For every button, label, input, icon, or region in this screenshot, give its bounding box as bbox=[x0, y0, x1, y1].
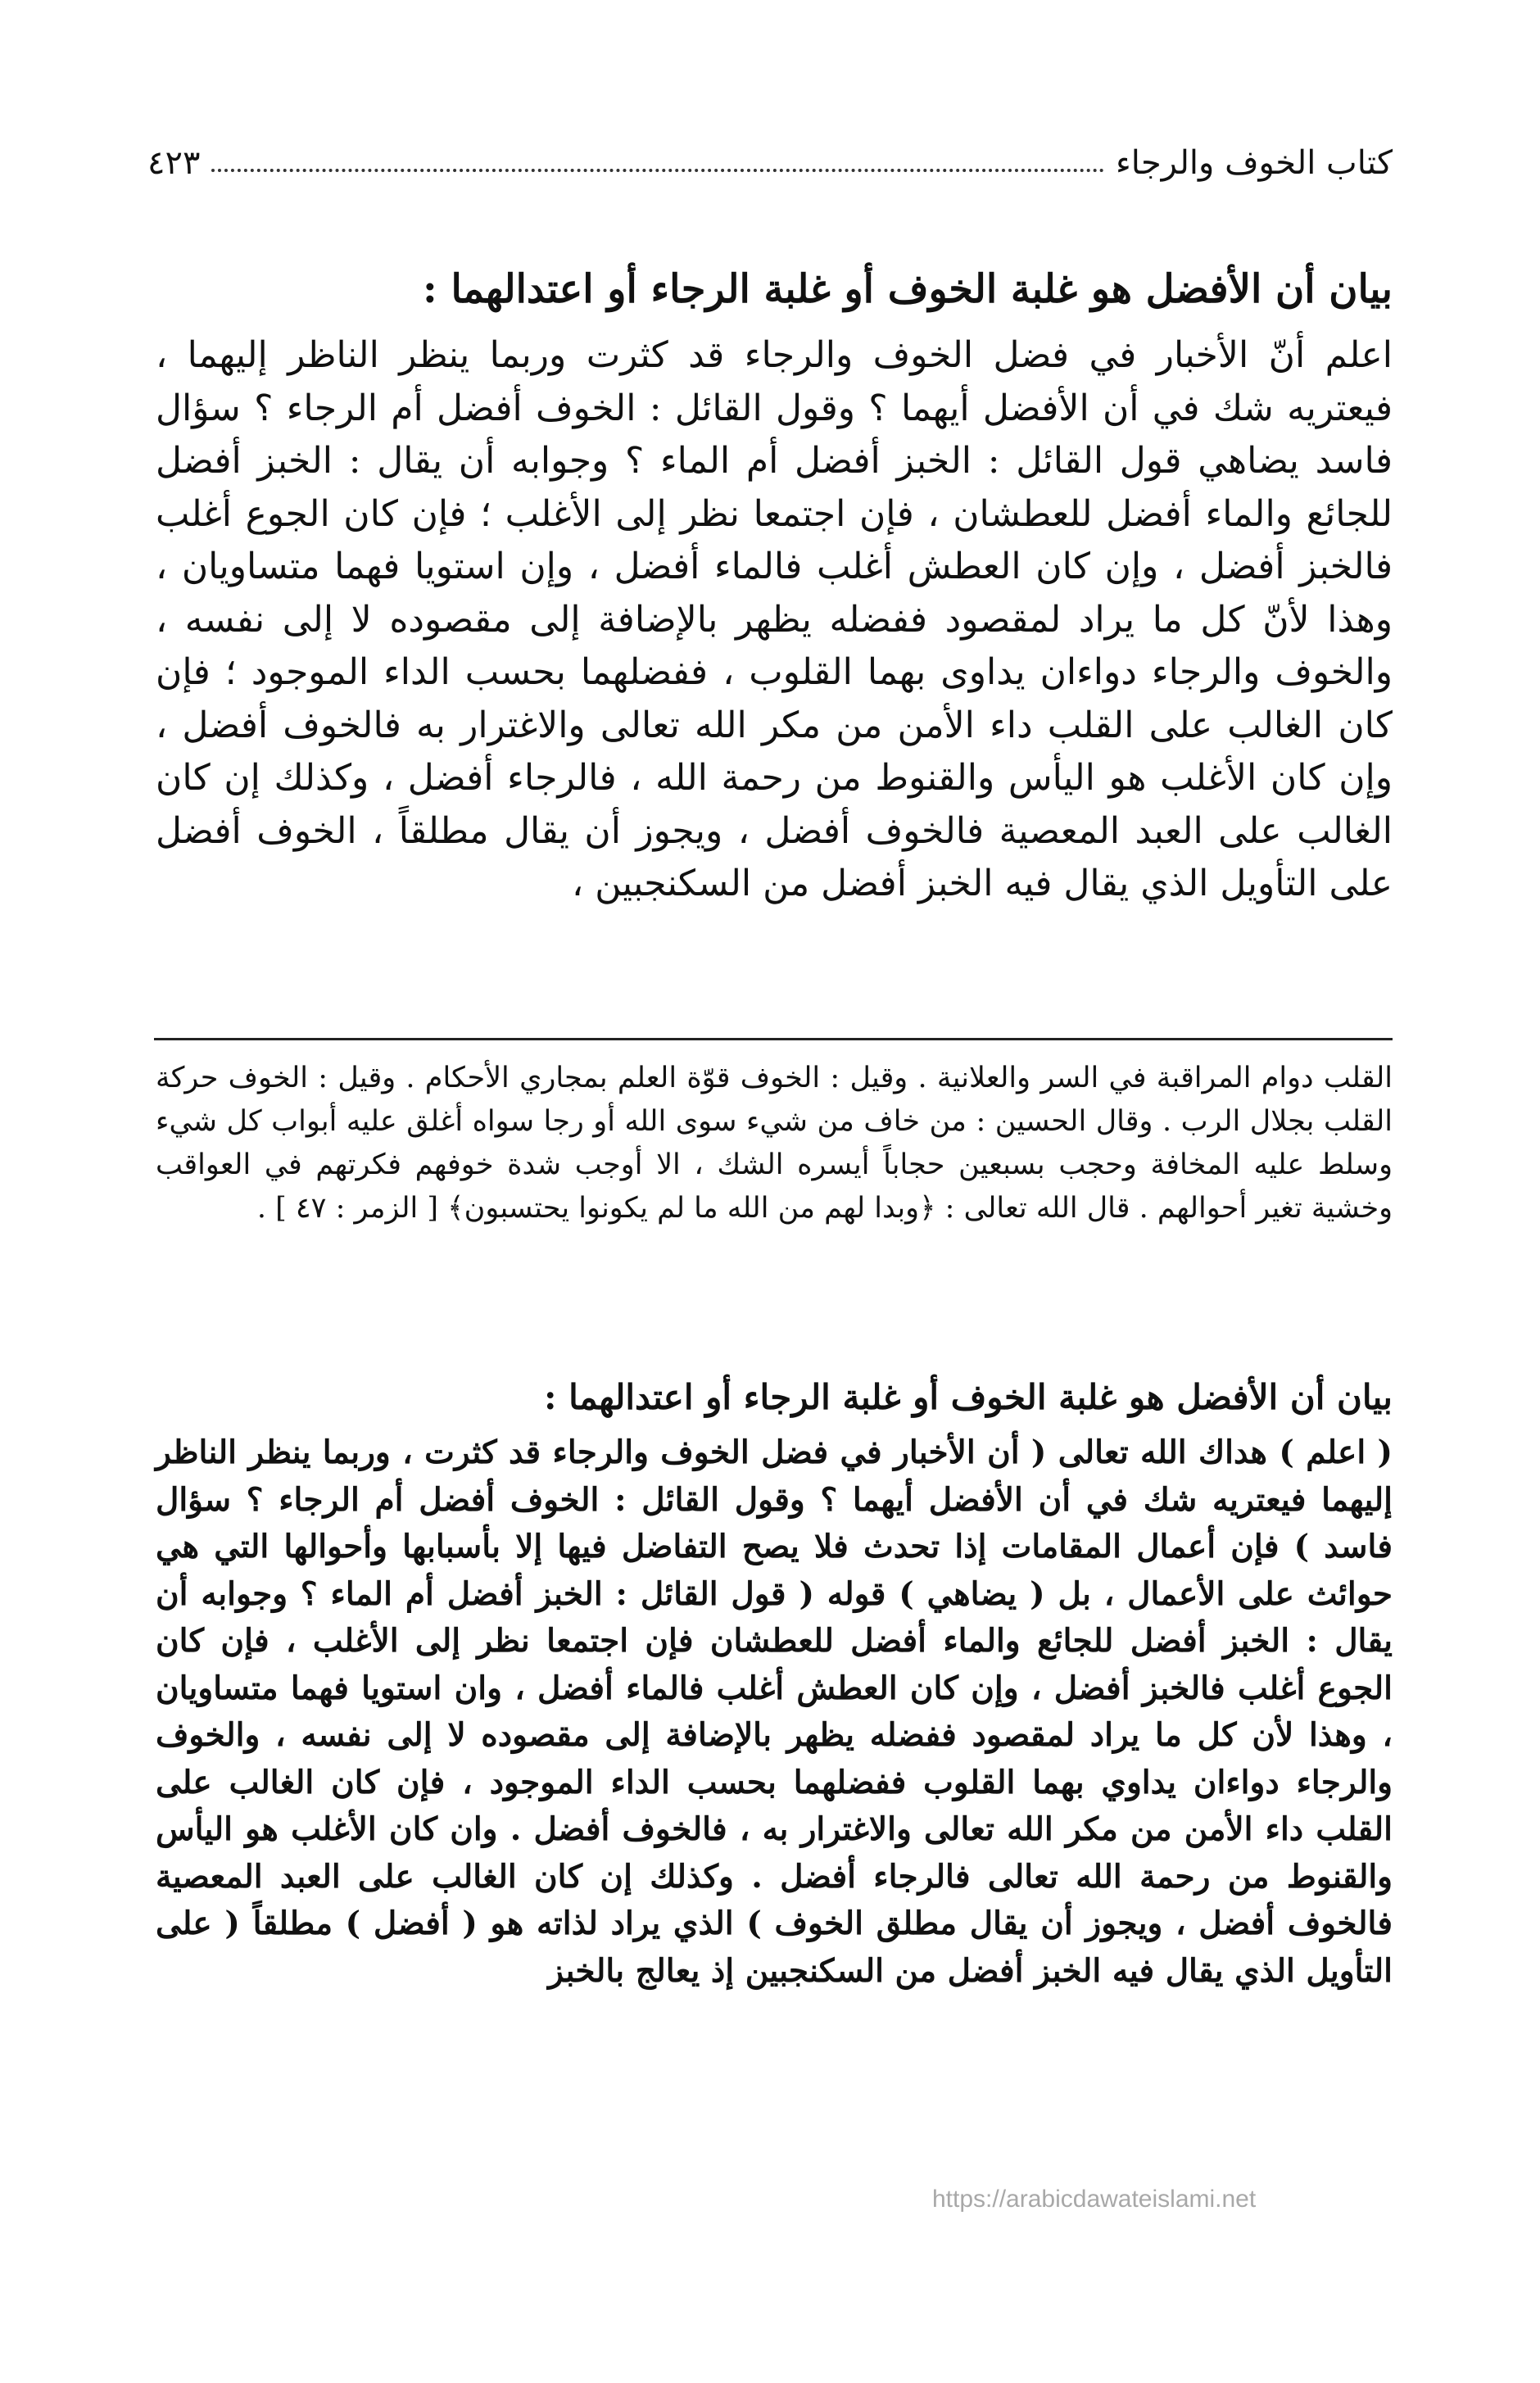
site-watermark: https://arabicdawateislami.net bbox=[932, 2186, 1257, 2213]
main-text-block bbox=[156, 260, 1393, 911]
footnote-divider bbox=[154, 1038, 1393, 1040]
footnote-text: القلب دوام المراقبة في السر والعلانية . وقيل : الخوف قوّة العلم بمجاري الأحكام . وقيل : الخوف حركة القلب بجلال الرب . وقال الحسين : من خاف من شيء سوى الله أو رجا سواه أغلق عليه أبواب كل شيء وسلط عليه المخافة وحجب بسبعين حجاباً أيسره الشك ، الا أوجب شدة خوفهم فكرتهم في العواقب وخشية تغير أحوالهم . قال الله تعالى : ﴿وبدا لهم من الله ما لم يكونوا يحتسبون﴾ [ الزمر : ٤٧ ] . bbox=[156, 1062, 1393, 1225]
commentary-paragraph: ( اعلم ) هداك الله تعالى ( أن الأخبار في فضل الخوف والرجاء قد كثرت ، وربما ينظر الناظر إليهما فيعتريه شك في أن الأفضل أيهما ؟ وقول القائل : الخوف أفضل أم الرجاء ؟ سؤال فاسد ) فإن أعمال المقامات إذا تحدث فلا يصح التفاضل فيها إلا بأسبابها وأحوالها التي هي حوائث على الأعمال ، بل ( يضاهي ) قوله ( قول القائل : الخبز أفضل أم الماء ؟ وجوابه أن يقال : الخبز أفضل للجائع والماء أفضل للعطشان فإن اجتمعا نظر إلى الأغلب ، فإن كان الجوع أغلب فالخبز أفضل ، وإن كان العطش أغلب فالماء أفضل ، وان استويا فهما متساويان ، وهذا لأن كل ما يراد لمقصود ففضله يظهر بالإضافة إلى مقصوده لا إلى نفسه ، والخوف والرجاء دواءان يداوي بهما القلوب ففضلهما بحسب الداء الموجود ، فإن كان الغالب على القلب داء الأمن من مكر الله تعالى والاغترار به ، فالخوف أفضل . وان كان الأغلب هو اليأس والقنوط من رحمة الله تعالى فالرجاء أفضل . وكذلك إن كان الغالب على العبد المعصية فالخوف أفضل ، ويجوز أن يقال مطلق الخوف ) الذي يراد لذاته هو ( أفضل ) مطلقاً ( على التأويل الذي يقال فيه الخبز أفضل من السكنجبين إذ يعالج بالخبز bbox=[156, 1434, 1393, 1990]
running-title: كتاب الخوف والرجاء bbox=[1115, 144, 1393, 182]
commentary-heading: بيان أن الأفضل هو غلبة الخوف أو غلبة الرجاء أو اعتدالهما : bbox=[544, 1377, 1393, 1417]
dotted-leader bbox=[211, 169, 1104, 172]
section-heading: بيان أن الأفضل هو غلبة الخوف أو غلبة الرجاء أو اعتدالهما : bbox=[423, 266, 1393, 312]
commentary-block bbox=[156, 1372, 1393, 1995]
page-number: ٤٢٣ bbox=[147, 144, 201, 182]
running-header bbox=[147, 133, 1393, 182]
body-paragraph: اعلم أنّ الأخبار في فضل الخوف والرجاء قد كثرت وربما ينظر الناظر إليهما ، فيعتريه شك في أن الأفضل أيهما ؟ وقول القائل : الخوف أفضل أم الرجاء ؟ سؤال فاسد يضاهي قول القائل : الخبز أفضل أم الماء ؟ وجوابه أن يقال : الخبز أفضل للجائع والماء أفضل للعطشان ، فإن اجتمعا نظر إلى الأغلب ؛ فإن كان الجوع أغلب فالخبز أفضل ، وإن كان العطش أغلب فالماء أفضل ، وإن استويا فهما متساويان ، وهذا لأنّ كل ما يراد لمقصود ففضله يظهر بالإضافة إلى مقصوده لا إلى نفسه ، والخوف والرجاء دواءان يداوى بهما القلوب ، ففضلهما بحسب الداء الموجود ؛ فإن كان الغالب على القلب داء الأمن من مكر الله تعالى والاغترار به فالخوف أفضل ، وإن كان الأغلب هو اليأس والقنوط من رحمة الله ، فالرجاء أفضل ، وكذلك إن كان الغالب على العبد المعصية فالخوف أفضل ، ويجوز أن يقال مطلقاً ، الخوف أفضل على التأويل الذي يقال فيه الخبز أفضل من السكنجبين ، bbox=[156, 334, 1393, 904]
